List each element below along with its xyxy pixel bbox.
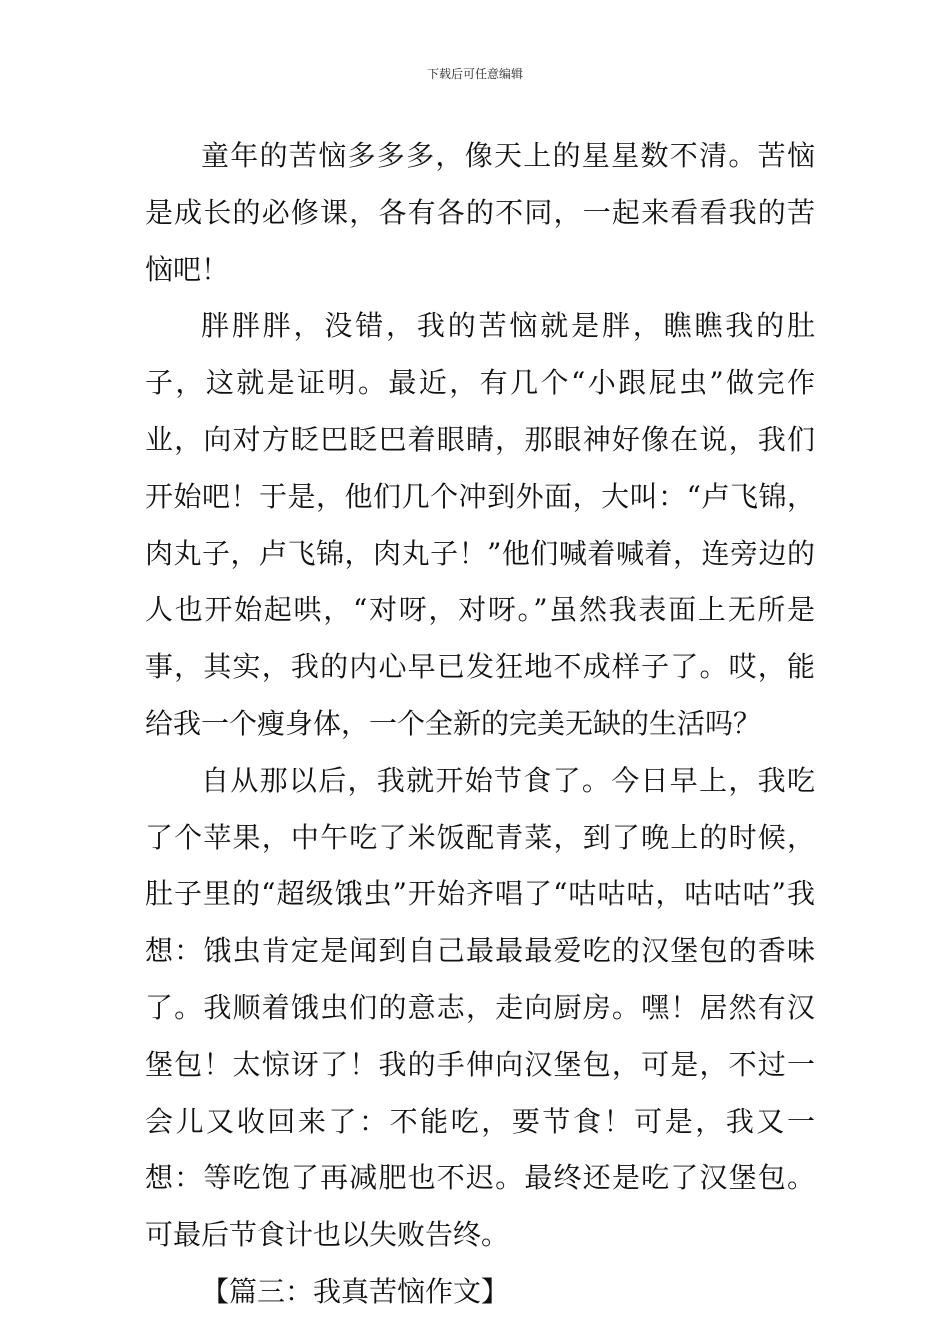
- paragraph-1: 童年的苦恼多多多，像天上的星星数不清。苦恼是成长的必修课，各有各的不同，一起来看看我的苦恼吧！: [145, 139, 815, 286]
- paragraph-2: 胖胖胖，没错，我的苦恼就是胖，瞧瞧我的肚子，这就是证明。最近，有几个“小跟屁虫”做完作业，向对方眨巴眨巴着眼睛，那眼神好像在说，我们开始吧！于是，他们几个冲到外面，大叫：“卢飞锦，肉丸子，卢飞锦，肉丸子！”他们喊着喊着，连旁边的人也开始起哄，“对呀，对呀。”虽然我表面上无所是事，其实，我的内心早已发狂地不成样子了。哎，能给我一个瘦身体，一个全新的完美无缺的生活吗？: [145, 309, 815, 740]
- document-body: [145, 128, 815, 1321]
- section-heading: 【篇三：我真苦恼作文】: [201, 1274, 510, 1308]
- paragraph-3: 自从那以后，我就开始节食了。今日早上，我吃了个苹果，中午吃了米饭配青菜，到了晚上的时候，肚子里的“超级饿虫”开始齐唱了“咕咕咕，咕咕咕”我想：饿虫肯定是闻到自己最最最爱吃的汉堡包的香味了。我顺着饿虫们的意志，走向厨房。嘿！居然有汉堡包！太惊讶了！我的手伸向汉堡包，可是，不过一会儿又收回来了：不能吃，要节食！可是，我又一想：等吃饱了再减肥也不迟。最终还是吃了汉堡包。可最后节食计也以失败告终。: [145, 763, 815, 1252]
- page-header-note: 下载后可任意编辑: [426, 67, 523, 81]
